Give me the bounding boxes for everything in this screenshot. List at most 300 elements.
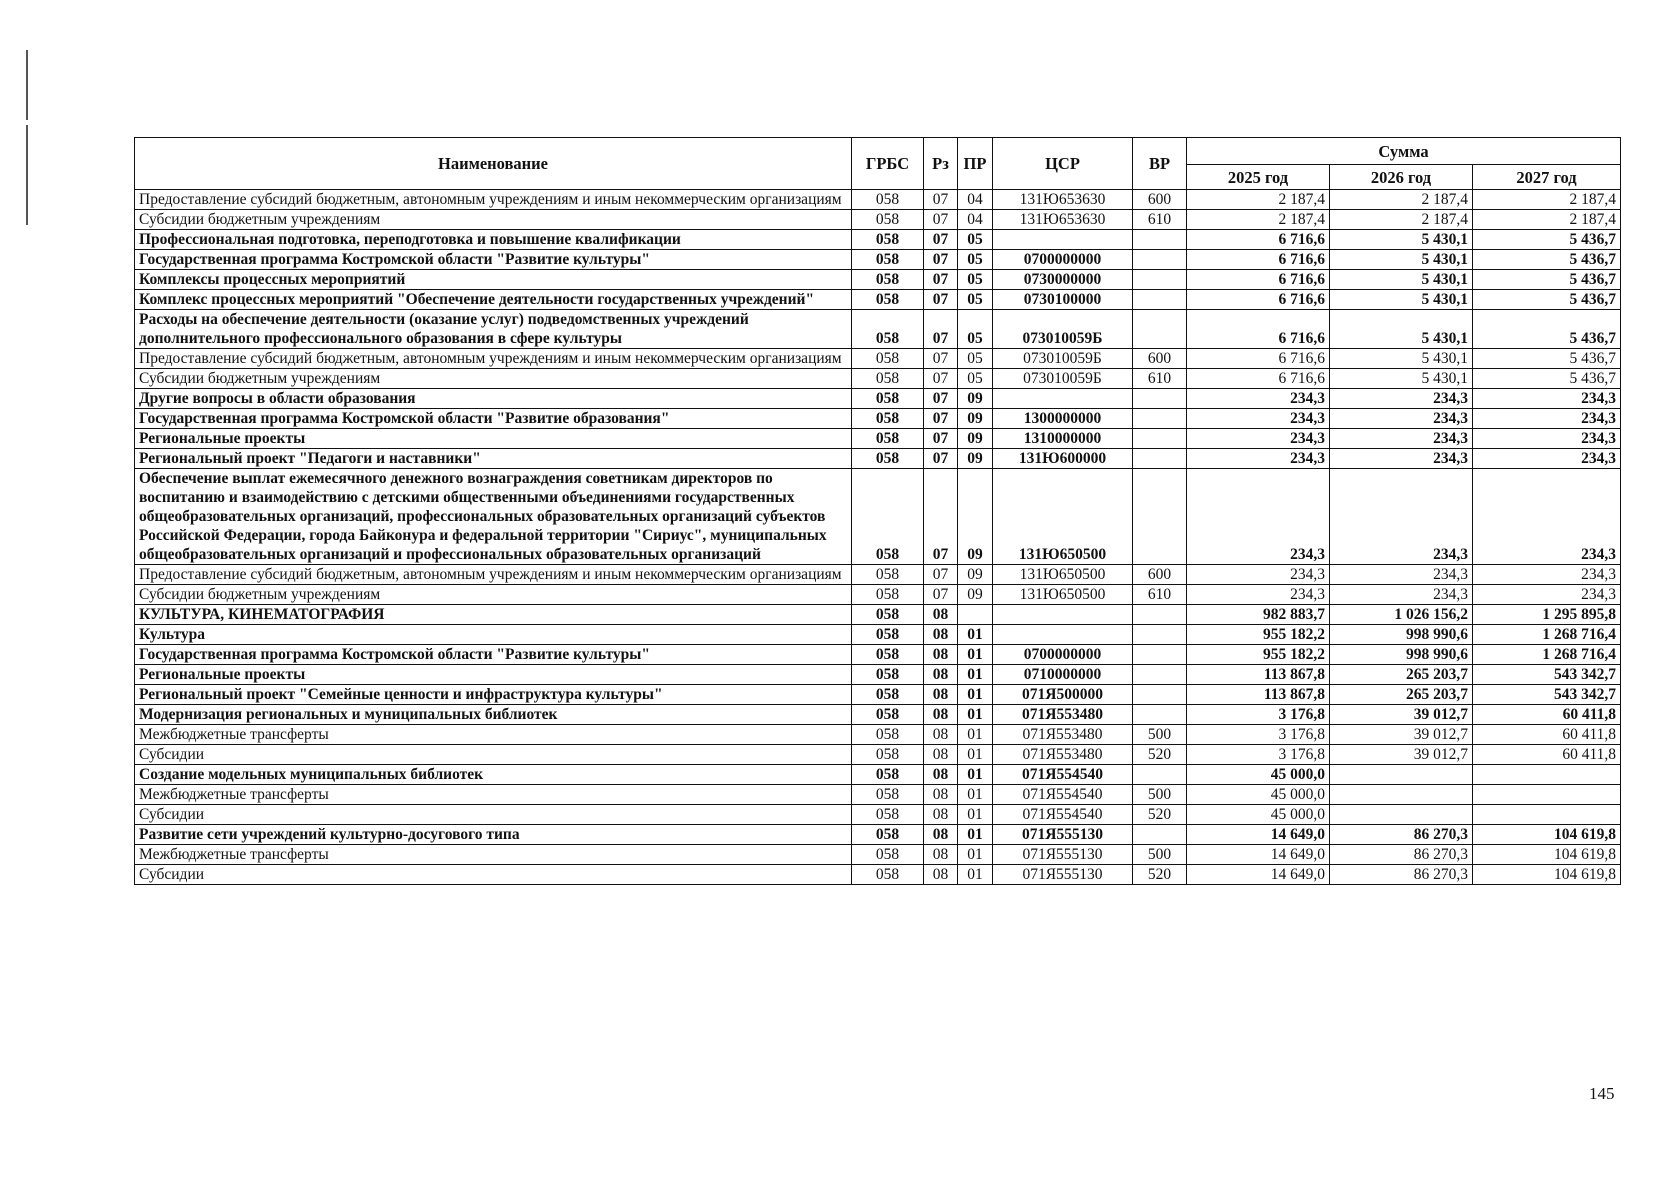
table-row (135, 369, 1621, 389)
cell-name: Субсидии (135, 745, 852, 765)
cell-name: Другие вопросы в области образования (135, 389, 852, 409)
cell-vr (1133, 625, 1187, 645)
cell-2027: 234,3 (1473, 565, 1621, 585)
cell-csr: 073010059Б (993, 349, 1133, 369)
cell-vr (1133, 645, 1187, 665)
table-row (135, 190, 1621, 210)
cell-rz: 08 (924, 605, 958, 625)
cell-2027: 5 436,7 (1473, 270, 1621, 290)
cell-grbs: 058 (852, 270, 924, 290)
cell-2025: 234,3 (1187, 449, 1330, 469)
cell-2027: 234,3 (1473, 409, 1621, 429)
cell-2025: 14 649,0 (1187, 845, 1330, 865)
cell-name: Профессиональная подготовка, переподготовка и повышение квалификации (135, 230, 852, 250)
table-row (135, 349, 1621, 369)
cell-2026 (1330, 785, 1473, 805)
cell-name: Обеспечение выплат ежемесячного денежного вознаграждения советникам директоров по воспитанию и взаимодействию с детскими общественными объединениями государственных общеобразовательных организаций, профессиональных образовательных организаций субъектов Российской Федерации, города Байконура и федеральной территории "Сириус", муниципальных общеобразовательных организаций и профессиональных образовательных организаций (135, 469, 852, 565)
cell-rz: 07 (924, 349, 958, 369)
cell-pr: 09 (958, 585, 993, 605)
header-sum: Сумма (1187, 138, 1621, 165)
cell-name: Создание модельных муниципальных библиотек (135, 765, 852, 785)
cell-rz: 08 (924, 805, 958, 825)
cell-csr: 071Я555130 (993, 865, 1133, 885)
cell-grbs: 058 (852, 705, 924, 725)
table-row (135, 705, 1621, 725)
cell-2027: 1 268 716,4 (1473, 625, 1621, 645)
table-row (135, 845, 1621, 865)
cell-csr: 071Я555130 (993, 825, 1133, 845)
cell-csr: 0730000000 (993, 270, 1133, 290)
cell-2025: 14 649,0 (1187, 825, 1330, 845)
cell-pr: 01 (958, 785, 993, 805)
cell-2027: 60 411,8 (1473, 725, 1621, 745)
cell-pr: 04 (958, 190, 993, 210)
cell-name: Региональные проекты (135, 665, 852, 685)
cell-2025: 45 000,0 (1187, 805, 1330, 825)
cell-grbs: 058 (852, 469, 924, 565)
cell-name: Межбюджетные трансферты (135, 725, 852, 745)
cell-2027: 2 187,4 (1473, 190, 1621, 210)
cell-csr (993, 625, 1133, 645)
table-row (135, 449, 1621, 469)
table-row (135, 429, 1621, 449)
cell-2026: 5 430,1 (1330, 369, 1473, 389)
cell-pr: 09 (958, 565, 993, 585)
cell-2026: 234,3 (1330, 565, 1473, 585)
cell-2027 (1473, 785, 1621, 805)
cell-grbs: 058 (852, 210, 924, 230)
table-body (135, 190, 1621, 885)
cell-2026: 1 026 156,2 (1330, 605, 1473, 625)
cell-2025: 14 649,0 (1187, 865, 1330, 885)
cell-2025: 6 716,6 (1187, 230, 1330, 250)
cell-rz: 08 (924, 825, 958, 845)
cell-grbs: 058 (852, 645, 924, 665)
cell-name: Региональные проекты (135, 429, 852, 449)
cell-csr: 071Я553480 (993, 725, 1133, 745)
table-row (135, 210, 1621, 230)
cell-2025: 982 883,7 (1187, 605, 1330, 625)
cell-vr (1133, 449, 1187, 469)
cell-rz: 08 (924, 665, 958, 685)
cell-2026: 86 270,3 (1330, 845, 1473, 865)
cell-rz: 07 (924, 310, 958, 349)
cell-name: Межбюджетные трансферты (135, 845, 852, 865)
table-row (135, 310, 1621, 349)
table-row (135, 785, 1621, 805)
header-rz: Рз (924, 138, 958, 190)
cell-grbs: 058 (852, 409, 924, 429)
table-row (135, 665, 1621, 685)
cell-2027: 234,3 (1473, 469, 1621, 565)
cell-grbs: 058 (852, 449, 924, 469)
cell-2025: 234,3 (1187, 429, 1330, 449)
cell-csr: 0700000000 (993, 250, 1133, 270)
cell-grbs: 058 (852, 290, 924, 310)
cell-rz: 08 (924, 845, 958, 865)
cell-rz: 07 (924, 230, 958, 250)
cell-2025: 113 867,8 (1187, 665, 1330, 685)
cell-grbs: 058 (852, 429, 924, 449)
cell-2026: 265 203,7 (1330, 685, 1473, 705)
cell-2026: 5 430,1 (1330, 250, 1473, 270)
cell-pr: 05 (958, 250, 993, 270)
cell-2025: 234,3 (1187, 409, 1330, 429)
budget-table (134, 137, 1621, 885)
cell-name: Государственная программа Костромской области "Развитие образования" (135, 409, 852, 429)
cell-rz: 07 (924, 565, 958, 585)
cell-2027 (1473, 765, 1621, 785)
cell-rz: 07 (924, 469, 958, 565)
cell-csr: 1310000000 (993, 429, 1133, 449)
table-row (135, 230, 1621, 250)
cell-csr: 073010059Б (993, 369, 1133, 389)
cell-pr: 01 (958, 645, 993, 665)
cell-2025: 45 000,0 (1187, 785, 1330, 805)
cell-2026: 39 012,7 (1330, 725, 1473, 745)
cell-grbs: 058 (852, 585, 924, 605)
cell-vr (1133, 705, 1187, 725)
cell-vr: 500 (1133, 785, 1187, 805)
cell-name: Субсидии бюджетным учреждениям (135, 585, 852, 605)
cell-vr (1133, 270, 1187, 290)
cell-2027: 1 295 895,8 (1473, 605, 1621, 625)
cell-2026: 5 430,1 (1330, 270, 1473, 290)
cell-csr: 073010059Б (993, 310, 1133, 349)
cell-vr (1133, 290, 1187, 310)
cell-pr: 04 (958, 210, 993, 230)
cell-2025: 2 187,4 (1187, 190, 1330, 210)
cell-2026: 234,3 (1330, 449, 1473, 469)
cell-2025: 234,3 (1187, 389, 1330, 409)
table-row (135, 565, 1621, 585)
cell-2027: 234,3 (1473, 429, 1621, 449)
header-year-2027: 2027 год (1473, 165, 1621, 190)
table-row (135, 725, 1621, 745)
cell-2026: 234,3 (1330, 585, 1473, 605)
table-row (135, 825, 1621, 845)
cell-vr (1133, 389, 1187, 409)
cell-name: Субсидии (135, 805, 852, 825)
cell-grbs: 058 (852, 805, 924, 825)
cell-vr (1133, 765, 1187, 785)
table-row (135, 625, 1621, 645)
cell-2027: 104 619,8 (1473, 865, 1621, 885)
table-row (135, 389, 1621, 409)
cell-vr (1133, 685, 1187, 705)
cell-2026: 998 990,6 (1330, 625, 1473, 645)
cell-name: Предоставление субсидий бюджетным, автономным учреждениям и иным некоммерческим организациям (135, 349, 852, 369)
cell-2026: 5 430,1 (1330, 230, 1473, 250)
cell-vr (1133, 825, 1187, 845)
cell-name: Культура (135, 625, 852, 645)
cell-rz: 08 (924, 725, 958, 745)
cell-rz: 08 (924, 765, 958, 785)
cell-rz: 07 (924, 369, 958, 389)
cell-rz: 07 (924, 449, 958, 469)
cell-grbs: 058 (852, 865, 924, 885)
cell-vr: 520 (1133, 865, 1187, 885)
cell-pr (958, 605, 993, 625)
cell-pr: 05 (958, 230, 993, 250)
cell-pr: 01 (958, 705, 993, 725)
cell-grbs: 058 (852, 785, 924, 805)
cell-grbs: 058 (852, 625, 924, 645)
cell-2025: 6 716,6 (1187, 310, 1330, 349)
cell-csr: 131Ю653630 (993, 210, 1133, 230)
cell-2027: 1 268 716,4 (1473, 645, 1621, 665)
header-csr: ЦСР (993, 138, 1133, 190)
cell-name: Предоставление субсидий бюджетным, автономным учреждениям и иным некоммерческим организациям (135, 565, 852, 585)
cell-csr: 0700000000 (993, 645, 1133, 665)
cell-2027: 104 619,8 (1473, 845, 1621, 865)
cell-rz: 08 (924, 685, 958, 705)
cell-name: Субсидии бюджетным учреждениям (135, 210, 852, 230)
cell-name: Субсидии (135, 865, 852, 885)
cell-pr: 01 (958, 865, 993, 885)
cell-grbs: 058 (852, 725, 924, 745)
scan-edge-mark (26, 50, 28, 120)
cell-rz: 08 (924, 865, 958, 885)
cell-pr: 09 (958, 389, 993, 409)
cell-grbs: 058 (852, 845, 924, 865)
cell-2025: 45 000,0 (1187, 765, 1330, 785)
cell-rz: 07 (924, 190, 958, 210)
cell-rz: 07 (924, 585, 958, 605)
cell-grbs: 058 (852, 250, 924, 270)
cell-grbs: 058 (852, 190, 924, 210)
cell-pr: 05 (958, 270, 993, 290)
cell-grbs: 058 (852, 685, 924, 705)
cell-2027: 543 342,7 (1473, 685, 1621, 705)
cell-2027: 5 436,7 (1473, 290, 1621, 310)
cell-csr: 131Ю600000 (993, 449, 1133, 469)
cell-2027: 234,3 (1473, 389, 1621, 409)
cell-pr: 01 (958, 745, 993, 765)
cell-2027: 5 436,7 (1473, 310, 1621, 349)
cell-2027: 104 619,8 (1473, 825, 1621, 845)
cell-2026: 39 012,7 (1330, 705, 1473, 725)
table-header (135, 138, 1621, 190)
cell-rz: 08 (924, 625, 958, 645)
cell-csr: 071Я553480 (993, 745, 1133, 765)
cell-grbs: 058 (852, 745, 924, 765)
cell-pr: 05 (958, 369, 993, 389)
cell-pr: 09 (958, 449, 993, 469)
cell-2026: 2 187,4 (1330, 190, 1473, 210)
cell-vr: 500 (1133, 725, 1187, 745)
scan-edge-mark (26, 125, 28, 225)
table-row (135, 605, 1621, 625)
cell-2026: 86 270,3 (1330, 865, 1473, 885)
cell-name: Расходы на обеспечение деятельности (оказание услуг) подведомственных учреждений дополнительного профессионального образования в сфере культуры (135, 310, 852, 349)
cell-2025: 3 176,8 (1187, 705, 1330, 725)
cell-2027: 2 187,4 (1473, 210, 1621, 230)
cell-csr: 1300000000 (993, 409, 1133, 429)
cell-vr (1133, 469, 1187, 565)
cell-2025: 234,3 (1187, 585, 1330, 605)
cell-name: Государственная программа Костромской области "Развитие культуры" (135, 645, 852, 665)
header-grbs: ГРБС (852, 138, 924, 190)
table-row (135, 585, 1621, 605)
cell-pr: 09 (958, 469, 993, 565)
cell-vr: 500 (1133, 845, 1187, 865)
cell-vr: 520 (1133, 745, 1187, 765)
cell-csr (993, 230, 1133, 250)
cell-2027: 60 411,8 (1473, 705, 1621, 725)
cell-pr: 05 (958, 310, 993, 349)
cell-2025: 6 716,6 (1187, 270, 1330, 290)
cell-rz: 08 (924, 705, 958, 725)
cell-grbs: 058 (852, 765, 924, 785)
cell-pr: 01 (958, 685, 993, 705)
cell-pr: 09 (958, 409, 993, 429)
cell-grbs: 058 (852, 230, 924, 250)
cell-pr: 01 (958, 665, 993, 685)
cell-name: КУЛЬТУРА, КИНЕМАТОГРАФИЯ (135, 605, 852, 625)
cell-2025: 234,3 (1187, 565, 1330, 585)
cell-2027 (1473, 805, 1621, 825)
cell-csr: 131Ю650500 (993, 565, 1133, 585)
cell-vr: 600 (1133, 565, 1187, 585)
cell-pr: 01 (958, 845, 993, 865)
cell-2026 (1330, 805, 1473, 825)
table-row (135, 290, 1621, 310)
cell-2025: 3 176,8 (1187, 745, 1330, 765)
cell-2026: 234,3 (1330, 469, 1473, 565)
cell-vr: 600 (1133, 349, 1187, 369)
table-row (135, 645, 1621, 665)
page-number: 145 (1589, 1084, 1615, 1103)
table-row (135, 745, 1621, 765)
cell-name: Модернизация региональных и муниципальных библиотек (135, 705, 852, 725)
cell-2027: 5 436,7 (1473, 250, 1621, 270)
cell-vr (1133, 250, 1187, 270)
table-row (135, 865, 1621, 885)
cell-vr: 610 (1133, 210, 1187, 230)
cell-vr (1133, 409, 1187, 429)
cell-name: Государственная программа Костромской области "Развитие культуры" (135, 250, 852, 270)
cell-csr (993, 605, 1133, 625)
cell-vr: 610 (1133, 369, 1187, 389)
cell-pr: 05 (958, 349, 993, 369)
cell-2025: 113 867,8 (1187, 685, 1330, 705)
cell-csr: 071Я500000 (993, 685, 1133, 705)
cell-rz: 07 (924, 290, 958, 310)
table-row (135, 805, 1621, 825)
cell-name: Предоставление субсидий бюджетным, автономным учреждениям и иным некоммерческим организациям (135, 190, 852, 210)
cell-2026: 234,3 (1330, 389, 1473, 409)
cell-2026: 5 430,1 (1330, 310, 1473, 349)
cell-2026: 39 012,7 (1330, 745, 1473, 765)
cell-vr (1133, 665, 1187, 685)
cell-pr: 01 (958, 805, 993, 825)
header-pr: ПР (958, 138, 993, 190)
cell-grbs: 058 (852, 349, 924, 369)
cell-name: Комплекс процессных мероприятий "Обеспечение деятельности государственных учреждений" (135, 290, 852, 310)
cell-name: Комплексы процессных мероприятий (135, 270, 852, 290)
cell-vr: 610 (1133, 585, 1187, 605)
cell-grbs: 058 (852, 310, 924, 349)
cell-name: Субсидии бюджетным учреждениям (135, 369, 852, 389)
cell-grbs: 058 (852, 369, 924, 389)
table-row (135, 685, 1621, 705)
table-row (135, 270, 1621, 290)
cell-csr: 131Ю653630 (993, 190, 1133, 210)
cell-pr: 05 (958, 290, 993, 310)
header-name: Наименование (135, 138, 852, 190)
cell-pr: 01 (958, 625, 993, 645)
cell-csr: 131Ю650500 (993, 585, 1133, 605)
cell-2027: 543 342,7 (1473, 665, 1621, 685)
cell-csr: 071Я554540 (993, 785, 1133, 805)
cell-vr: 520 (1133, 805, 1187, 825)
cell-2026: 265 203,7 (1330, 665, 1473, 685)
cell-grbs: 058 (852, 825, 924, 845)
cell-pr: 01 (958, 725, 993, 745)
table-row (135, 409, 1621, 429)
cell-2026: 5 430,1 (1330, 349, 1473, 369)
cell-2027: 5 436,7 (1473, 369, 1621, 389)
cell-rz: 07 (924, 250, 958, 270)
cell-2025: 955 182,2 (1187, 645, 1330, 665)
cell-vr (1133, 230, 1187, 250)
header-vr: ВР (1133, 138, 1187, 190)
cell-csr: 131Ю650500 (993, 469, 1133, 565)
cell-grbs: 058 (852, 565, 924, 585)
cell-2026: 234,3 (1330, 429, 1473, 449)
cell-2027: 5 436,7 (1473, 349, 1621, 369)
cell-rz: 07 (924, 409, 958, 429)
cell-2025: 6 716,6 (1187, 369, 1330, 389)
cell-rz: 08 (924, 785, 958, 805)
cell-rz: 07 (924, 210, 958, 230)
cell-pr: 09 (958, 429, 993, 449)
cell-name: Межбюджетные трансферты (135, 785, 852, 805)
cell-vr (1133, 429, 1187, 449)
cell-2025: 3 176,8 (1187, 725, 1330, 745)
cell-csr: 0710000000 (993, 665, 1133, 685)
cell-vr (1133, 310, 1187, 349)
cell-2026: 86 270,3 (1330, 825, 1473, 845)
header-year-2026: 2026 год (1330, 165, 1473, 190)
cell-2027: 5 436,7 (1473, 230, 1621, 250)
cell-pr: 01 (958, 765, 993, 785)
cell-2025: 6 716,6 (1187, 250, 1330, 270)
cell-grbs: 058 (852, 665, 924, 685)
cell-csr: 071Я553480 (993, 705, 1133, 725)
table-row (135, 765, 1621, 785)
cell-vr: 600 (1133, 190, 1187, 210)
cell-2026: 2 187,4 (1330, 210, 1473, 230)
cell-csr: 071Я554540 (993, 765, 1133, 785)
cell-grbs: 058 (852, 389, 924, 409)
cell-2027: 234,3 (1473, 449, 1621, 469)
cell-csr (993, 389, 1133, 409)
cell-2025: 955 182,2 (1187, 625, 1330, 645)
cell-name: Региональный проект "Семейные ценности и инфраструктура культуры" (135, 685, 852, 705)
cell-rz: 08 (924, 645, 958, 665)
cell-pr: 01 (958, 825, 993, 845)
cell-2027: 60 411,8 (1473, 745, 1621, 765)
cell-vr (1133, 605, 1187, 625)
cell-2025: 2 187,4 (1187, 210, 1330, 230)
cell-2025: 6 716,6 (1187, 290, 1330, 310)
cell-2026: 998 990,6 (1330, 645, 1473, 665)
cell-rz: 07 (924, 389, 958, 409)
cell-2026: 234,3 (1330, 409, 1473, 429)
cell-csr: 071Я554540 (993, 805, 1133, 825)
